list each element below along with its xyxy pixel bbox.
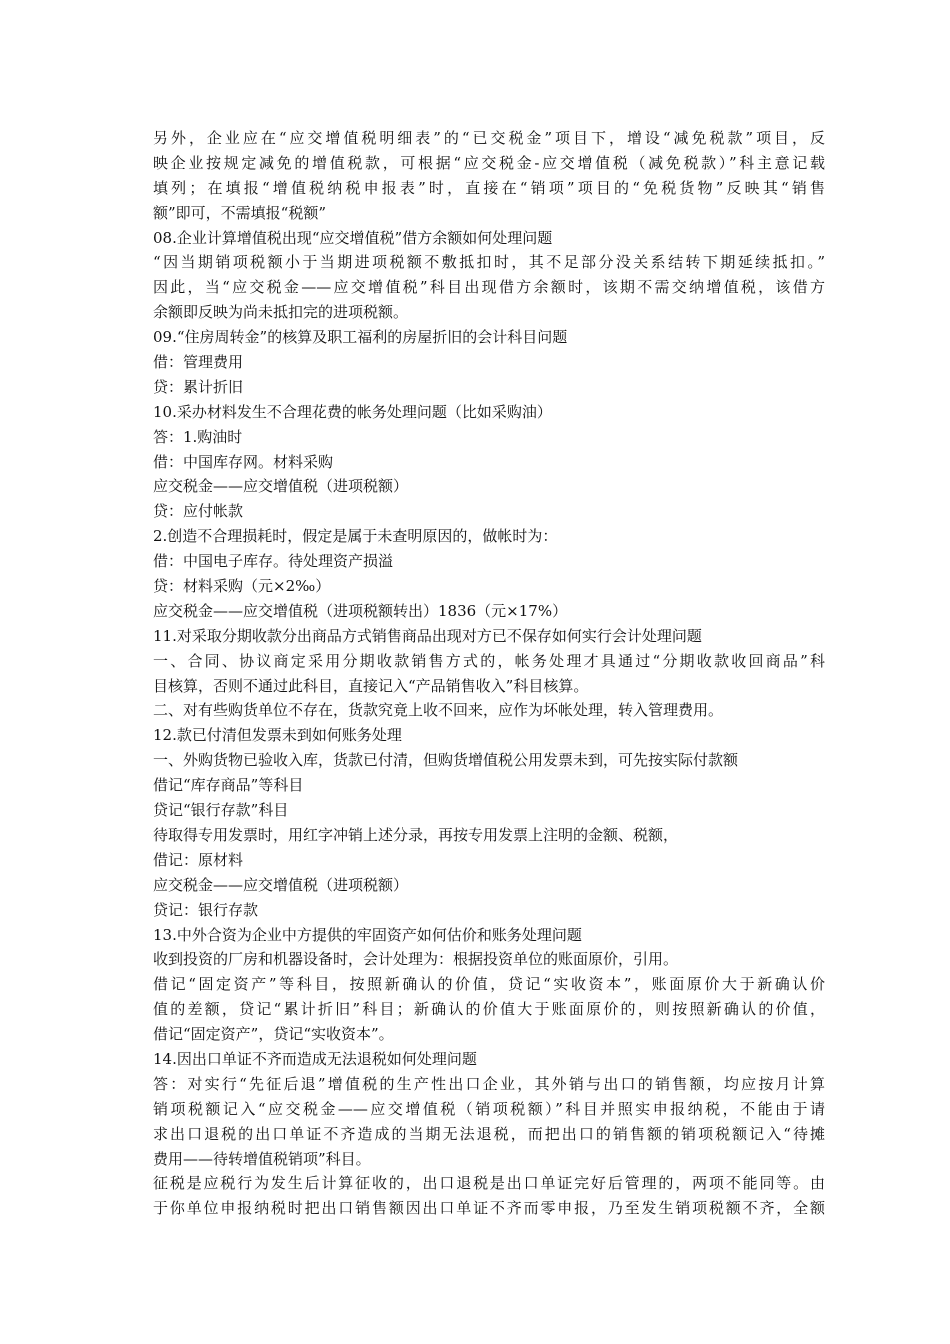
text-line: 二、对有些购货单位不存在，货款究竟上收不回来，应作为坏帐处理，转入管理费用。 xyxy=(153,701,724,720)
text-line: 14.因出口单证不齐而造成无法退税如何处理问题 xyxy=(153,1049,477,1068)
text-line: 借记“固定资产”，贷记“实收资本”。 xyxy=(153,1025,394,1044)
text-line: 费用——待转增值税销项”科目。 xyxy=(153,1149,371,1168)
text-line: 余额即反映为尚未抵扣完的进项税额。 xyxy=(153,303,409,322)
text-line: 值的差额，贷记“累计折旧”科目；新确认的价值大于账面原价的，则按照新确认的价值， xyxy=(153,1000,825,1019)
text-line: 09.“住房周转金”的核算及职工福利的房屋折旧的会计科目问题 xyxy=(153,328,568,347)
text-line: 收到投资的厂房和机器设备时，会计处理为：根据投资单位的账面原价，引用。 xyxy=(153,950,679,969)
text-line: 应交税金——应交增值税（进项税额转出）1836（元×17%） xyxy=(153,601,568,620)
text-line: 13.中外合资为企业中方提供的牢固资产如何估价和账务处理问题 xyxy=(153,925,582,944)
text-line: 借：中国库存网。材料采购 xyxy=(153,452,334,471)
text-line: 借记“库存商品”等科目 xyxy=(153,776,304,795)
text-line: 答：对实行“先征后退”增值税的生产性出口企业，其外销与出口的销售额，均应按月计算 xyxy=(153,1074,825,1093)
text-line: 因此，当“应交税金——应交增值税”科目出现借方余额时，该期不需交纳增值税，该借方 xyxy=(153,278,825,297)
text-line: 贷：应付帐款 xyxy=(153,502,244,521)
text-line: 答：1.购油时 xyxy=(153,427,243,446)
document-page xyxy=(153,126,825,1221)
text-line: 借：中国电子库存。待处理资产损溢 xyxy=(153,552,394,571)
text-line: 贷：累计折旧 xyxy=(153,377,244,396)
text-line: 征税是应税行为发生后计算征收的，出口退税是出口单证完好后管理的，两项不能同等。由 xyxy=(153,1174,825,1193)
text-line: 12.款已付清但发票未到如何账务处理 xyxy=(153,726,402,745)
text-line: 映企业按规定减免的增值税款，可根据“应交税金-应交增值税（减免税款）”科主意记载 xyxy=(153,153,825,172)
text-line: 贷记：银行存款 xyxy=(153,900,259,919)
text-line: 填列；在填报“增值税纳税申报表”时，直接在“销项”项目的“免税货物”反映其“销售 xyxy=(153,178,825,197)
text-line: 待取得专用发票时，用红字冲销上述分录，再按专用发票上注明的金额、税额， xyxy=(153,825,679,844)
text-line: 一、外购货物已验收入库，货款已付清，但购货增值税公用发票未到，可先按实际付款额 xyxy=(153,751,739,770)
text-line: 借：管理费用 xyxy=(153,353,244,372)
text-line: 额”即可，不需填报“税额” xyxy=(153,203,327,222)
text-line: 11.对采取分期收款分出商品方式销售商品出现对方已不保存如何实行会计处理问题 xyxy=(153,626,702,645)
text-line: 目核算，否则不通过此科目，直接记入“产品销售收入”科目核算。 xyxy=(153,676,589,695)
text-line: 借记：原材料 xyxy=(153,850,244,869)
text-line: 贷记“银行存款”科目 xyxy=(153,801,289,820)
text-line: 08.企业计算增值税出现“应交增值税”借方余额如何处理问题 xyxy=(153,228,553,247)
text-line: 一、合同、协议商定采用分期收款销售方式的，帐务处理才具通过“分期收款收回商品”科 xyxy=(153,651,825,670)
text-line: 应交税金——应交增值税（进项税额） xyxy=(153,477,409,496)
text-line: 另外，企业应在“应交增值税明细表”的“已交税金”项目下，增设“减免税款”项目，反 xyxy=(153,129,825,147)
text-line: 2.创造不合理损耗时，假定是属于未查明原因的，做帐时为： xyxy=(153,527,558,546)
text-line: 贷：材料采购（元×2‰） xyxy=(153,577,331,596)
text-line: 应交税金——应交增值税（进项税额） xyxy=(153,875,409,894)
text-line: 10.采办材料发生不合理花费的帐务处理问题（比如采购油） xyxy=(153,402,552,421)
text-line: “因当期销项税额小于当期进项税额不敷抵扣时，其不足部分没关系结转下期延续抵扣。” xyxy=(153,253,825,272)
text-line: 借记“固定资产”等科目，按照新确认的价值，贷记“实收资本”，账面原价大于新确认价 xyxy=(153,975,825,994)
text-line: 求出口退税的出口单证不齐造成的当期无法退税，而把出口的销售额的销项税额记入“待摊 xyxy=(153,1124,825,1143)
text-line: 销项税额记入“应交税金——应交增值税（销项税额）”科目并照实申报纳税，不能由于请 xyxy=(153,1099,825,1118)
text-line: 于你单位申报纳税时把出口销售额因出口单证不齐而零申报，乃至发生销项税额不齐，全额 xyxy=(153,1199,825,1218)
